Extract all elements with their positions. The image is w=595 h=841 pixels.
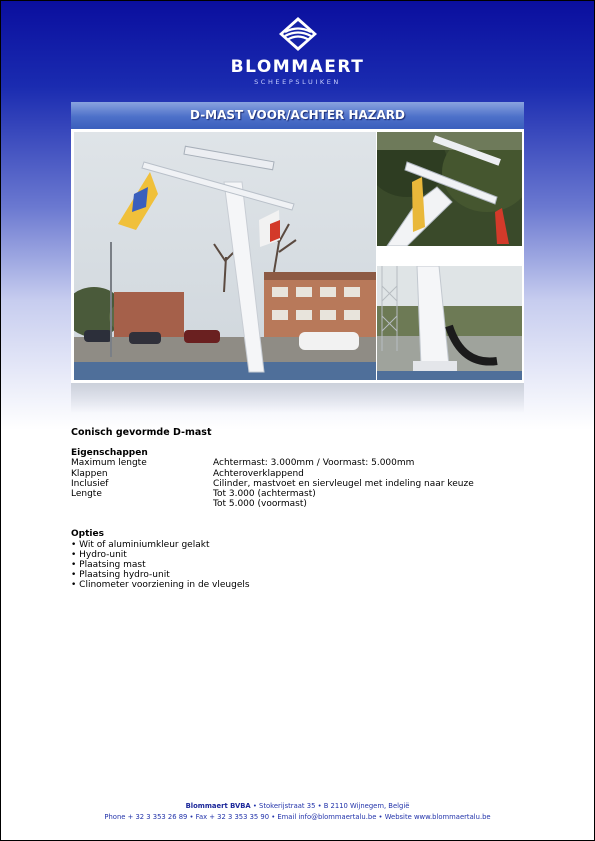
- footer-address: • Stokerijstraat 35 • B 2110 Wijnegem, België: [250, 802, 410, 810]
- footer-contact: Phone + 32 3 353 26 89 • Fax + 32 3 353 35 90 • Email info@blommaertalu.be • Website www.blommaertalu.be: [104, 812, 491, 821]
- table-row: [71, 469, 474, 479]
- options-list: [71, 540, 531, 591]
- product-subtitle: Conisch gevormde D-mast: [71, 427, 212, 438]
- logo-name: BLOMMAERT: [230, 57, 365, 77]
- property-value: Cilinder, mastvoet en siervleugel met indeling naar keuze: [213, 478, 474, 489]
- table-row: [71, 458, 474, 468]
- options-heading: Opties: [71, 529, 104, 540]
- property-label: Maximum lengte: [71, 458, 147, 469]
- table-row: [71, 479, 474, 489]
- logo-icon: [278, 16, 318, 52]
- property-value: Tot 5.000 (voormast): [213, 499, 307, 510]
- photo-reflection: [71, 383, 524, 413]
- list-item: • Plaatsing hydro-unit: [71, 570, 170, 581]
- list-item: • Clinometer voorziening in de vleugels: [71, 580, 250, 591]
- footer-address-line: [0, 801, 595, 812]
- list-item: • Plaatsing mast: [71, 560, 146, 571]
- company-logo: [0, 16, 595, 86]
- photo-collage: [71, 129, 524, 383]
- mast-foot-photo: [377, 266, 522, 380]
- list-item: • Wit of aluminiumkleur gelakt: [71, 539, 210, 550]
- content: [71, 428, 531, 591]
- footer: [0, 801, 595, 822]
- table-row: [71, 489, 474, 499]
- page-title: D-MAST VOOR/ACHTER HAZARD: [71, 102, 524, 129]
- property-value: Tot 3.000 (achtermast): [213, 489, 316, 500]
- main-photo: [74, 132, 376, 380]
- mast-closeup-photo: [377, 132, 522, 246]
- table-row: [71, 499, 474, 509]
- footer-company: Blommaert BVBA: [185, 802, 251, 810]
- logo-subtitle: SCHEEPSLUIKEN: [254, 78, 341, 86]
- list-item: • Hydro-unit: [71, 549, 127, 560]
- property-label: Lengte: [71, 489, 102, 500]
- property-label: Klappen: [71, 468, 108, 479]
- property-value: Achteroverklappend: [213, 468, 304, 479]
- property-value: Achtermast: 3.000mm / Voormast: 5.000mm: [213, 458, 415, 469]
- properties-heading: Eigenschappen: [71, 448, 148, 459]
- properties-table: [71, 458, 474, 509]
- property-label: [71, 499, 213, 509]
- property-label: Inclusief: [71, 478, 109, 489]
